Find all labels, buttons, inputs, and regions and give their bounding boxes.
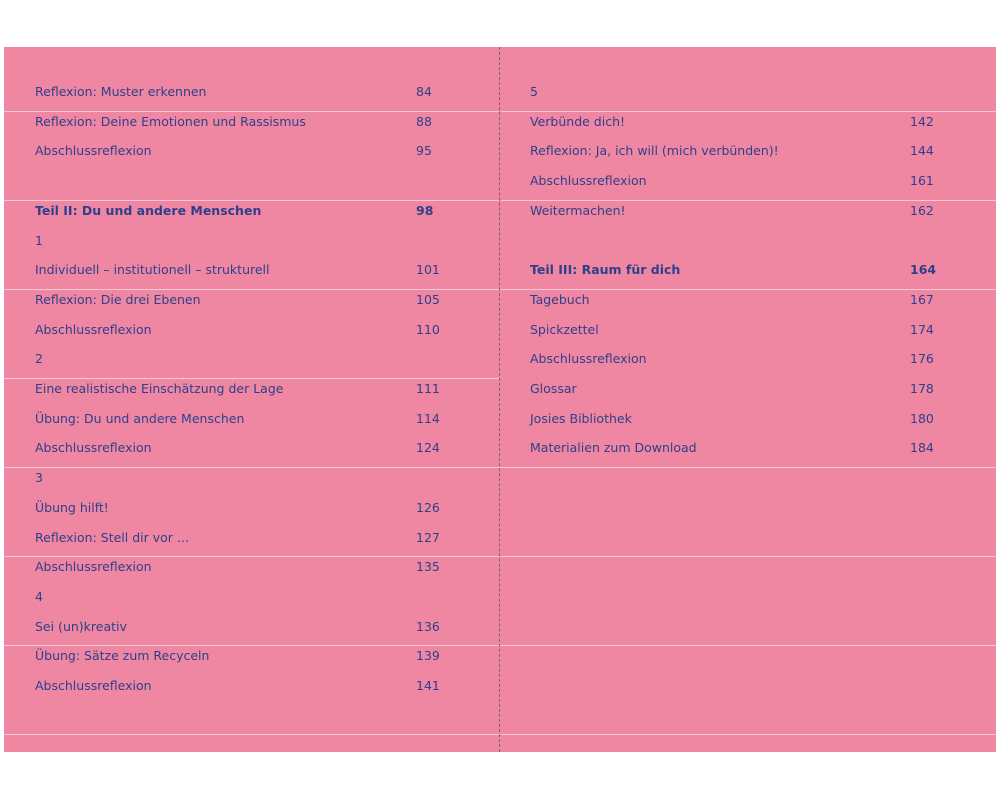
toc-entry	[35, 321, 455, 339]
toc-entry-page-number: 164	[910, 262, 937, 278]
toc-entry	[35, 618, 455, 636]
toc-entry	[35, 232, 455, 250]
toc-entry	[530, 142, 950, 160]
toc-entry-title: Abschlussreflexion	[35, 440, 152, 456]
toc-entry-title: Reflexion: Ja, ich will (mich verbünden)!	[530, 143, 779, 159]
toc-entry	[35, 677, 455, 695]
toc-entry-title: Glossar	[530, 381, 577, 396]
toc-entry-page-number: 84	[416, 84, 432, 99]
toc-entry-page-number: 124	[416, 440, 440, 456]
toc-entry-title: Abschlussreflexion	[35, 559, 152, 575]
toc-entry-page-number: 127	[416, 529, 440, 545]
toc-entry-title: Reflexion: Stell dir vor …	[35, 529, 190, 545]
toc-entry-title: Abschlussreflexion	[35, 321, 152, 337]
toc-entry-title: Weitermachen!	[530, 202, 626, 218]
toc-entry-title: Individuell – institutionell – strukturell	[35, 262, 270, 278]
toc-entry-page-number: 162	[910, 202, 934, 218]
toc-entry	[35, 647, 455, 665]
toc-entry-page-number: 142	[910, 113, 934, 129]
toc-entry-title: Abschlussreflexion	[35, 678, 152, 693]
toc-entry	[530, 410, 950, 428]
toc-entry-page-number: 136	[416, 618, 440, 634]
toc-entry	[35, 113, 455, 131]
toc-entry-title: Übung: Du und andere Menschen	[35, 410, 245, 426]
toc-entry-title: Verbünde dich!	[530, 113, 626, 129]
toc-entry-title: Tagebuch	[530, 291, 590, 307]
toc-entry	[35, 202, 455, 220]
toc-entry-page-number: 135	[416, 559, 440, 575]
toc-entry-title: 1	[35, 232, 43, 248]
toc-entry-title: Sei (un)kreativ	[35, 618, 127, 634]
toc-entry	[35, 588, 455, 606]
toc-entry-page-number: 161	[910, 173, 934, 189]
toc-entry	[35, 410, 455, 428]
book-spread	[4, 47, 996, 752]
toc-entry	[530, 439, 950, 457]
toc-entry-title: Eine realistische Einschätzung der Lage	[35, 381, 284, 396]
toc-entry-page-number: 184	[910, 440, 934, 456]
toc-entry-page-number: 139	[416, 648, 440, 664]
toc-entry-title: Spickzettel	[530, 321, 599, 337]
toc-entry-title: Teil III: Raum für dich	[530, 262, 681, 278]
toc-entry-page-number: 88	[416, 113, 432, 129]
toc-entry-page-number: 167	[910, 291, 934, 307]
rule-line	[4, 289, 996, 290]
toc-entry	[530, 172, 950, 190]
page-gutter	[499, 47, 500, 752]
toc-entry	[35, 558, 455, 576]
toc-entry-title: Teil II: Du und andere Menschen	[35, 202, 262, 218]
toc-entry-title: 3	[35, 470, 43, 486]
toc-entry-title: Josies Bibliothek	[530, 410, 632, 426]
toc-entry	[530, 380, 950, 398]
toc-entry-title: 5	[530, 84, 538, 99]
toc-entry-page-number: 141	[416, 678, 440, 693]
toc-entry-title: Reflexion: Die drei Ebenen	[35, 291, 201, 307]
toc-entry-title: Materialien zum Download	[530, 440, 697, 456]
toc-entry-page-number: 105	[416, 291, 440, 307]
toc-entry-page-number: 110	[416, 321, 440, 337]
toc-entry	[35, 439, 455, 457]
rule-line	[4, 734, 996, 735]
toc-entry	[530, 113, 950, 131]
toc-entry-title: Abschlussreflexion	[530, 173, 647, 189]
toc-entry	[35, 261, 455, 279]
toc-entry-title: 2	[35, 351, 43, 367]
toc-entry-title: Reflexion: Deine Emotionen und Rassismus	[35, 113, 306, 129]
toc-entry	[35, 172, 455, 190]
toc-entry-page-number: 95	[416, 143, 432, 159]
toc-entry-title: Reflexion: Muster erkennen	[35, 84, 207, 99]
toc-entry	[530, 261, 950, 279]
toc-entry-page-number: 144	[910, 143, 934, 159]
toc-entry	[530, 291, 950, 309]
toc-entry	[530, 350, 950, 368]
toc-entry-title: Abschlussreflexion	[530, 351, 647, 367]
toc-entry	[35, 350, 455, 368]
toc-entry-page-number: 114	[416, 410, 440, 426]
toc-entry	[35, 469, 455, 487]
toc-entry-title: Abschlussreflexion	[35, 143, 152, 159]
toc-entry	[35, 291, 455, 309]
toc-entry	[530, 321, 950, 339]
toc-entry-page-number: 178	[910, 381, 934, 396]
toc-entry-page-number: 111	[416, 381, 440, 396]
toc-entry-page-number: 101	[416, 262, 440, 278]
toc-entry-page-number: 180	[910, 410, 934, 426]
toc-entry	[530, 232, 950, 250]
toc-entry-title: Übung: Sätze zum Recyceln	[35, 648, 210, 664]
toc-entry	[35, 499, 455, 517]
toc-entry-page-number: 98	[416, 202, 434, 218]
toc-entry	[530, 202, 950, 220]
toc-entry	[35, 380, 455, 398]
toc-entry-page-number: 176	[910, 351, 934, 367]
toc-entry	[530, 83, 950, 101]
toc-entry	[35, 83, 455, 101]
toc-entry-page-number: 126	[416, 499, 440, 515]
rule-line	[4, 467, 996, 468]
toc-entry-title: 4	[35, 588, 43, 604]
toc-entry	[35, 529, 455, 547]
rule-line	[4, 645, 996, 646]
toc-entry-title: Übung hilft!	[35, 499, 109, 515]
toc-entry	[35, 142, 455, 160]
rule-line	[4, 556, 996, 557]
toc-entry-page-number: 174	[910, 321, 934, 337]
rule-line	[4, 378, 499, 379]
